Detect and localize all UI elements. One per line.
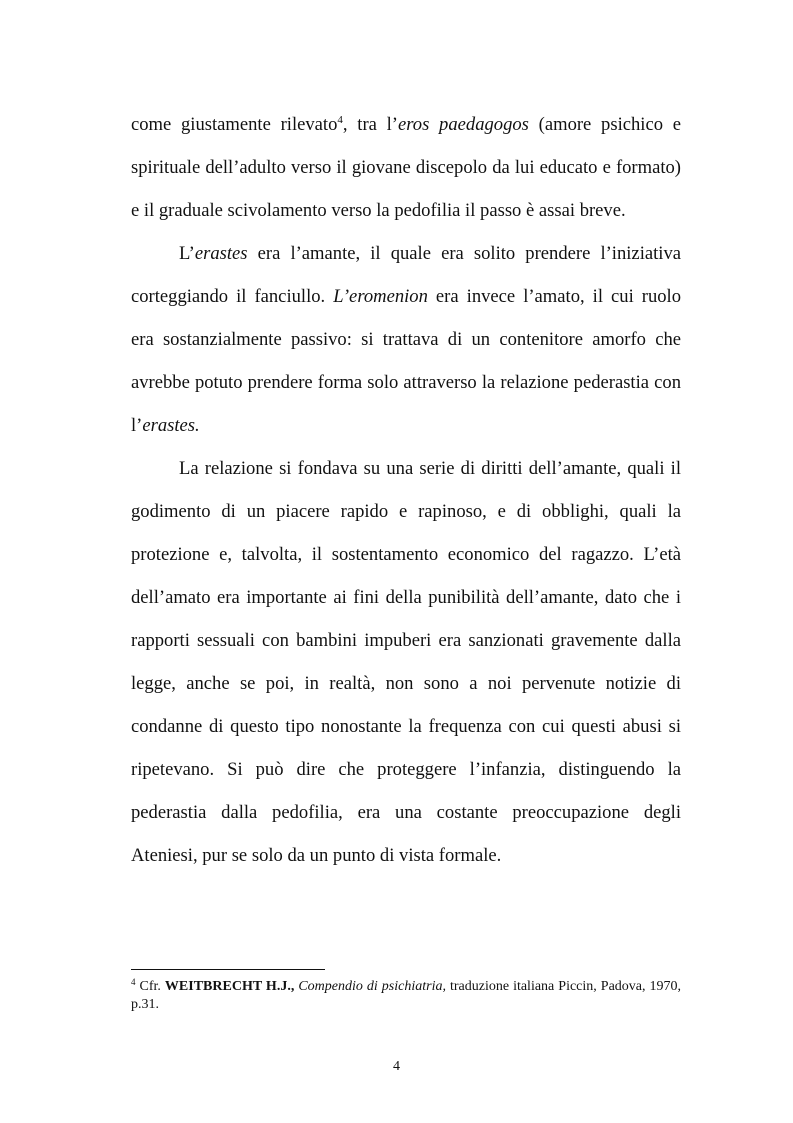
footnote-line-1 [131,978,681,995]
body-line-17: pederastia dalla pedofilia, era una costante preoccupazione degli [131,802,681,823]
text: Cfr. [135,979,165,994]
body-line-18: Ateniesi, pur se solo da un punto di vista formale. [131,845,502,866]
footnote-title: Compendio di psichiatria, [294,979,446,994]
italic-term: eros paedagogos [397,114,529,135]
text: come giustamente rilevato [131,114,338,135]
body-line-14: legge, anche se poi, in realtà, non sono a noi pervenute notizie di [131,673,681,694]
page-number: 4 [393,1059,400,1074]
text: era invece l’amato, il cui ruolo [427,286,682,307]
body-line-4 [179,242,681,266]
body-line-12: dell’amato era importante ai fini della punibilità dell’amante, dato che i [131,587,681,608]
text: (amore psichico e [528,114,682,135]
body-line-8 [131,414,681,438]
footnote-separator [131,969,325,970]
body-line-7: avrebbe potuto prendere forma solo attraverso la relazione pederastia con [131,372,681,393]
body-line-11: protezione e, talvolta, il sostentamento economico del ragazzo. L’età [131,544,681,565]
italic-term: L’eromenion [333,286,428,307]
footnote-author: WEITBRECHT H.J., [164,979,295,994]
footnote-ref: 4 [337,114,343,126]
italic-term: erastes [194,243,248,264]
text: l’ [131,415,143,436]
body-line-2: spirituale dell’adulto verso il giovane discepolo da lui educato e formato) [131,157,681,178]
body-line-6: era sostanzialmente passivo: si trattava di un contenitore amorfo che [131,329,681,350]
body-line-9: La relazione si fondava su una serie di diritti dell’amante, quali il [179,458,681,479]
text: L’ [179,243,195,264]
footnote-line-2: p.31. [131,997,159,1012]
text: traduzione italiana Piccin, Padova, 1970, [445,979,682,994]
body-line-15: condanne di questo tipo nonostante la frequenza con cui questi abusi si [131,716,681,737]
body-line-5 [131,285,681,309]
text: corteggiando il fanciullo. [131,286,334,307]
body-line-13: rapporti sessuali con bambini impuberi era sanzionati gravemente dalla [131,630,681,651]
body-line-1 [131,113,681,137]
footnote-number: 4 [131,977,136,987]
body-line-10: godimento di un piacere rapido e rapinoso, e di obblighi, quali la [131,501,681,522]
italic-term: erastes. [142,415,200,436]
text: , tra l’ [342,114,398,135]
text: era l’amante, il quale era solito prendere l’iniziativa [247,243,681,264]
body-line-16: ripetevano. Si può dire che proteggere l’infanzia, distinguendo la [131,759,681,780]
body-line-3: e il graduale scivolamento verso la pedofilia il passo è assai breve. [131,200,626,221]
